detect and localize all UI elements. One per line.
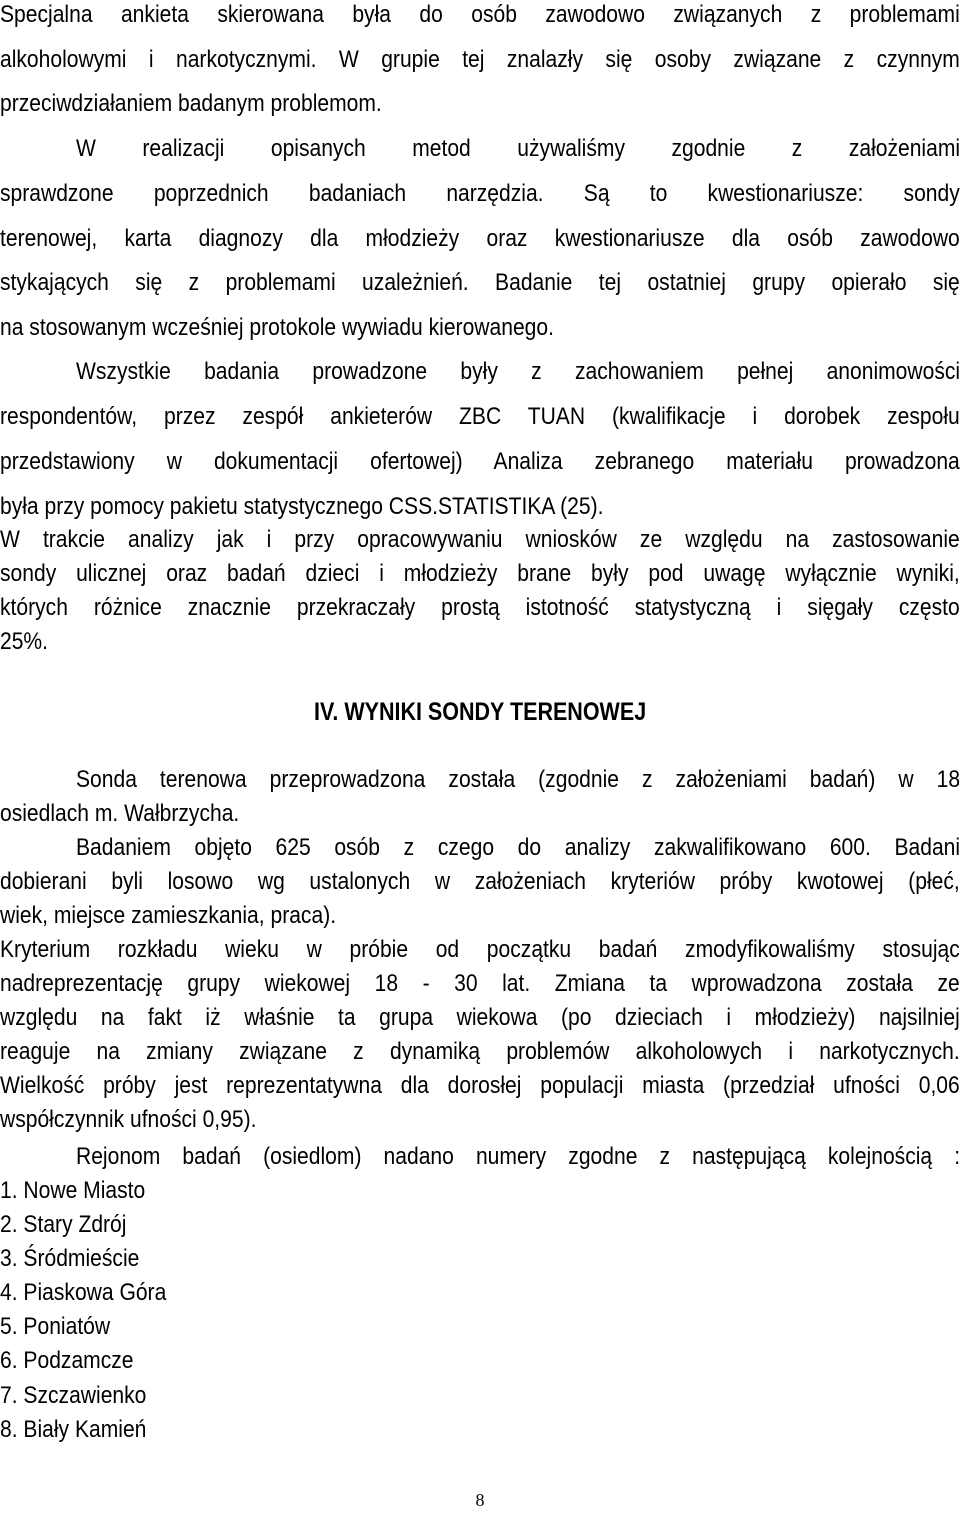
p6-line-3: wiek, miejsce zamieszkania, praca). [0, 902, 337, 929]
page-number: 8 [475, 1490, 485, 1510]
list-item: 3. Śródmieście [0, 1245, 140, 1272]
p2-line-1: W realizacji opisanych metod używaliśmy zgodnie z założeniami [76, 135, 960, 162]
p2-line-4: stykających się z problemami uzależnień. Badanie tej ostatniej grupy opierało się [0, 269, 960, 296]
section-heading [0, 697, 960, 727]
section-heading-text: IV. WYNIKI SONDY TERENOWEJ [313, 698, 647, 726]
p7-line-4: reaguje na zmiany związane z dynamiką problemów alkoholowych i narkotycznych. [0, 1038, 960, 1065]
p4-line-4: 25%. [0, 628, 49, 655]
p3-line-1: Wszystkie badania prowadzone były z zachowaniem pełnej anonimowości [76, 358, 960, 385]
p4-line-2: sondy ulicznej oraz badań dzieci i młodzieży brane były pod uwagę wyłącznie wyniki, [0, 560, 960, 587]
p5-line-2: osiedlach m. Wałbrzycha. [0, 800, 240, 827]
list-item: 2. Stary Zdrój [0, 1211, 127, 1238]
p1-line-2: alkoholowymi i narkotycznymi. W grupie tej znalazły się osoby związane z czynnym [0, 46, 960, 73]
p2-line-5: na stosowanym wcześniej protokole wywiadu kierowanego. [0, 314, 554, 341]
p7-line-6: współczynnik ufności 0,95). [0, 1106, 257, 1133]
list-item: 8. Biały Kamień [0, 1416, 147, 1443]
p3-line-3: przedstawiony w dokumentacji ofertowej) Analiza zebranego materiału prowadzona [0, 448, 960, 475]
p4-line-3: których różnice znacznie przekraczały prostą istotność statystyczną i sięgały często [0, 594, 960, 621]
p6-line-2: dobierani byli losowo wg ustalonych w założeniach kryteriów próby kwotowej (płeć, [0, 868, 960, 895]
list-item: 4. Piaskowa Góra [0, 1279, 167, 1306]
p6-line-1: Badaniem objęto 625 osób z czego do analizy zakwalifikowano 600. Badani [76, 834, 960, 861]
p7-line-2: nadreprezentację grupy wiekowej 18 - 30 lat. Zmiana ta wprowadzona została ze [0, 970, 960, 997]
p1-line-3: przeciwdziałaniem badanym problemom. [0, 90, 382, 117]
p7-line-1: Kryterium rozkładu wieku w próbie od początku badań zmodyfikowaliśmy stosując [0, 936, 960, 963]
p4-line-1: W trakcie analizy jak i przy opracowywaniu wniosków ze względu na zastosowanie [0, 526, 960, 553]
p7-line-5: Wielkość próby jest reprezentatywna dla dorosłej populacji miasta (przedział ufności 0,06 [0, 1072, 960, 1099]
p5-line-1: Sonda terenowa przeprowadzona została (zgodnie z założeniami badań) w 18 [76, 766, 960, 793]
p1-line-1: Specjalna ankieta skierowana była do osób zawodowo związanych z problemami [0, 1, 960, 28]
p3-line-2: respondentów, przez zespół ankieterów ZBC TUAN (kwalifikacje i dorobek zespołu [0, 403, 960, 430]
p7-line-3: względu na fakt iż właśnie ta grupa wiekowa (po dzieciach i młodzieży) najsilniej [0, 1004, 960, 1031]
p2-line-3: terenowej, karta diagnozy dla młodzieży oraz kwestionariusze dla osób zawodowo [0, 225, 960, 252]
p8-line-1: Rejonom badań (osiedlom) nadano numery zgodne z następującą kolejnością : [76, 1143, 960, 1170]
list-item: 6. Podzamcze [0, 1347, 134, 1374]
list-item: 1. Nowe Miasto [0, 1177, 146, 1204]
p2-line-2: sprawdzone poprzednich badaniach narzędzia. Są to kwestionariusze: sondy [0, 180, 960, 207]
list-item: 7. Szczawienko [0, 1382, 147, 1409]
list-item: 5. Poniatów [0, 1313, 111, 1340]
p3-line-4: była przy pomocy pakietu statystycznego CSS.STATISTIKA (25). [0, 493, 604, 520]
